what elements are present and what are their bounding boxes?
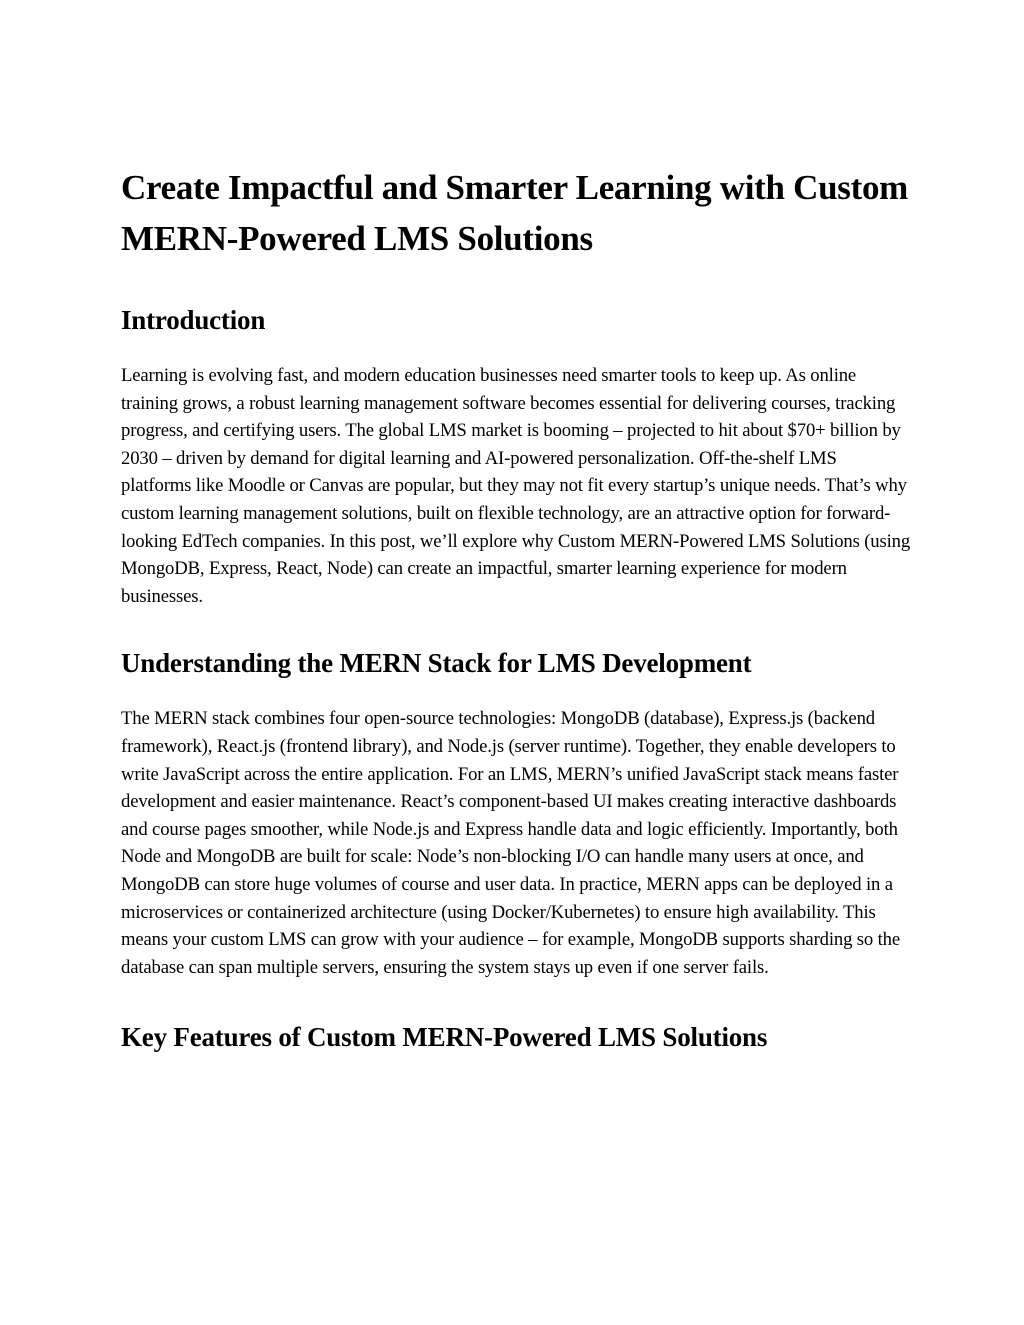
section-heading-key-features: Key Features of Custom MERN-Powered LMS Solutions [121, 1022, 768, 1053]
section-heading-mern-stack: Understanding the MERN Stack for LMS Development [121, 648, 752, 679]
document-title: Create Impactful and Smarter Learning with Custom MERN-Powered LMS Solutions [121, 168, 909, 258]
document-page [121, 162, 911, 1055]
section-paragraph-mern-stack: The MERN stack combines four open-source technologies: MongoDB (database), Express.js (backend framework), React.js (frontend library), and Node.js (server runtime). Together, they enable developers to write JavaScript across the entire application. For an LMS, MERN’s unified JavaScript stack means faster development and easier maintenance. React’s component-based UI makes creating interactive dashboards and course pages smoother, while Node.js and Express handle data and logic efficiently. Importantly, both Node and MongoDB are built for scale: Node’s non-blocking I/O can handle many users at once, and MongoDB can store huge volumes of course and user data. In practice, MERN apps can be deployed in a microservices or containerized architecture (using Docker/Kubernetes) to ensure high availability. This means your custom LMS can grow with your audience – for example, MongoDB supports sharding so the database can span multiple servers, ensuring the system stays up even if one server fails. [121, 708, 901, 978]
section-heading-introduction: Introduction [121, 305, 266, 335]
section-paragraph-introduction: Learning is evolving fast, and modern education businesses need smarter tools to keep up. As online training grows, a robust learning management software becomes essential for delivering courses, tracking progress, and certifying users. The global LMS market is booming – projected to hit about $70+ billion by 2030 – driven by demand for digital learning and AI-powered personalization. Off-the-shelf LMS platforms like Moodle or Canvas are popular, but they may not fit every startup’s unique needs. That’s why custom learning management solutions, built on flexible technology, are an attractive option for forward-looking EdTech companies. In this post, we’ll explore why Custom MERN-Powered LMS Solutions (using MongoDB, Express, React, Node) can create an impactful, smarter learning experience for modern businesses. [121, 365, 911, 607]
